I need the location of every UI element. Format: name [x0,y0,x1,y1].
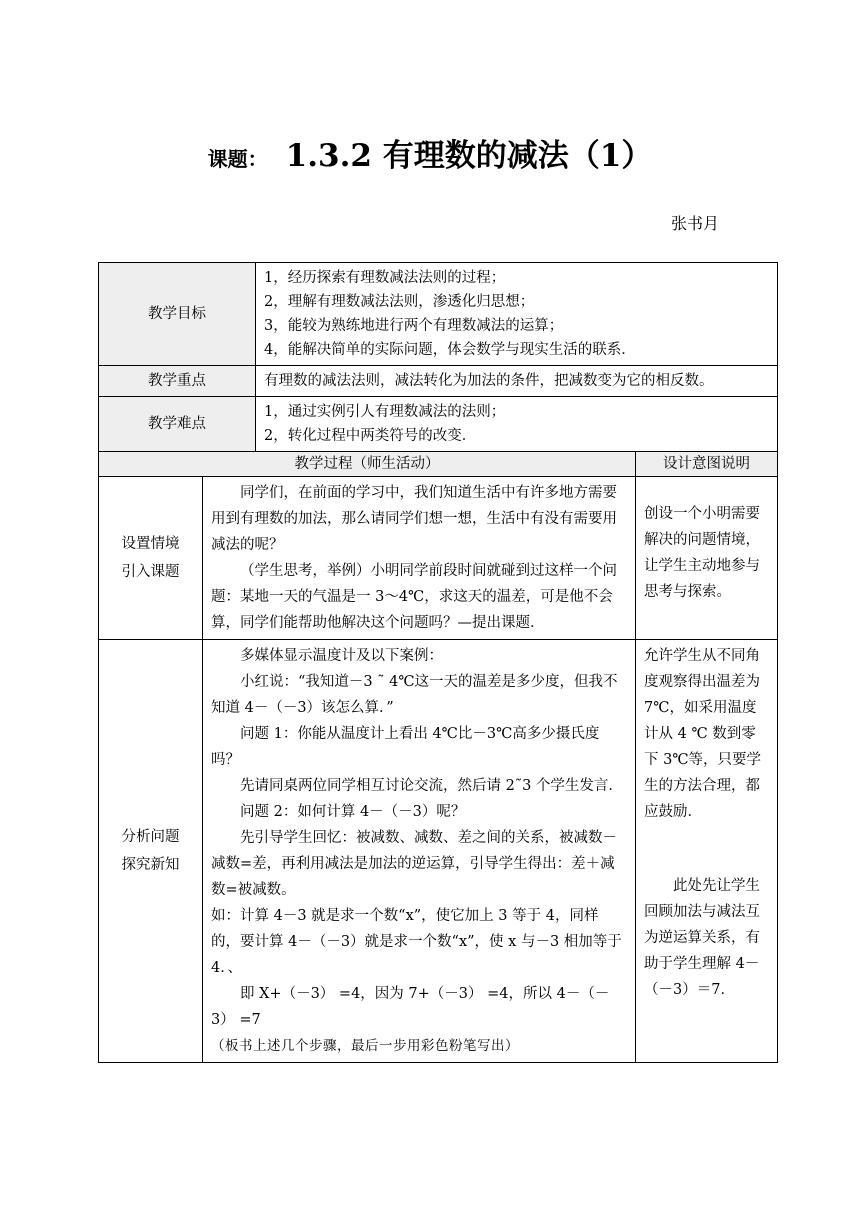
difficulties-label: 教学难点 [99,397,256,452]
objective-item: 4，能解决简单的实际问题，体会数学与现实生活的联系． [264,342,636,358]
section2-label [99,640,203,1063]
section2-content [203,640,636,1063]
lesson-plan-table [98,262,778,1063]
process-header-row [99,452,778,477]
design-header: 设计意图说明 [636,452,778,477]
section2-line: 小红说：“我知道－3 ˜ 4℃这一天的温差是多少度，但我不知道 4－（－3）该怎么算．” [211,674,618,716]
board-note: （板书上述几个步骤，最后一步用彩色粉笔写出） [211,1038,519,1054]
section2-line: 问题 2：如何计算 4－（－3）呢？ [240,804,466,820]
objectives-label: 教学目标 [99,263,256,366]
objective-item: 1，经历探索有理数减法法则的过程； [264,270,506,286]
section1-paragraph: 同学们，在前面的学习中，我们知道生活中有许多地方需要用到有理数的加法，那么请同学们想一想，生活中有没有需要用减法的呢？ [211,485,617,553]
process-header: 教学过程（师生活动） [99,452,636,477]
section2-design-text: 允许学生从不同角度观察得出温差为 7℃，如采用温度计从 4 ℃ 数到零下 3℃等，只要学生的方法合理，都应鼓励． [644,648,762,820]
section2-line: 先请同桌两位同学相互讨论交流，然后请 2˜3 个学生发言． [240,778,623,794]
section1-row [99,477,778,640]
section2-label-line: 分析问题 [121,829,180,845]
difficulty-item: 2，转化过程中两类符号的改变． [264,428,477,444]
section2-line: 多媒体显示温度计及以下案例： [240,648,443,664]
section2-design [636,640,778,1063]
key-points-label: 教学重点 [99,366,256,397]
section2-row [99,640,778,1063]
difficulties-row [99,397,778,452]
section2-line: 如：计算 4－3 就是求一个数“x”，使它加上 3 等于 4，同样的，要计算 4－（－3）就是求一个数“x”，使 x 与－3 相加等于 4．、 [211,908,622,976]
section1-label-line: 引入课题 [121,564,180,580]
difficulties-content [256,397,778,452]
title-main: 1.3.2 有理数的减法（1） [285,138,653,174]
objective-item: 3，能较为熟练地进行两个有理数减法的运算； [264,318,564,334]
objectives-content [256,263,778,366]
title-label: 课题： [207,147,268,171]
section1-content [203,477,636,640]
section2-label-line: 探究新知 [121,857,180,873]
section2-line: 问题 1：你能从温度计上看出 4℃比－3℃高多少摄氏度吗？ [211,726,600,768]
spacer [644,849,769,873]
key-points-row [99,366,778,397]
section2-design-text: 此处先让学生回顾加法与减法互为逆运算关系，有助于学生理解 4－（－3）＝7． [644,878,760,998]
section2-line: 即 X+（－3） =4，因为 7+（－3） =4，所以 4－（－3） =7 [211,986,610,1028]
lesson-title [0,130,860,175]
key-points-content: 有理数的减法法则，减法转化为加法的条件，把减数变为它的相反数。 [256,366,778,397]
section1-design: 创设一个小明需要解决的问题情境，让学生主动地参与思考与探索。 [636,477,778,640]
spacer [644,825,769,849]
author-name: 张书月 [671,214,720,233]
section2-line: 先引导学生回忆：被减数、减数、差之间的关系，被减数－减数=差，再利用减法是加法的逆运算，引导学生得出：差＋减数=被减数。 [211,830,617,898]
objectives-row [99,263,778,366]
section1-paragraph: （学生思考，举例）小明同学前段时间就碰到过这样一个问题：某地一天的气温是一 3～4℃，求这天的温差，可是他不会算，同学们能帮助他解决这个问题吗？—提出课题． [211,563,617,631]
section1-label-line: 设置情境 [121,536,180,552]
objective-item: 2，理解有理数减法法则，渗透化归思想； [264,294,535,310]
section1-label [99,477,203,640]
difficulty-item: 1，通过实例引人有理数减法的法则； [264,404,506,420]
